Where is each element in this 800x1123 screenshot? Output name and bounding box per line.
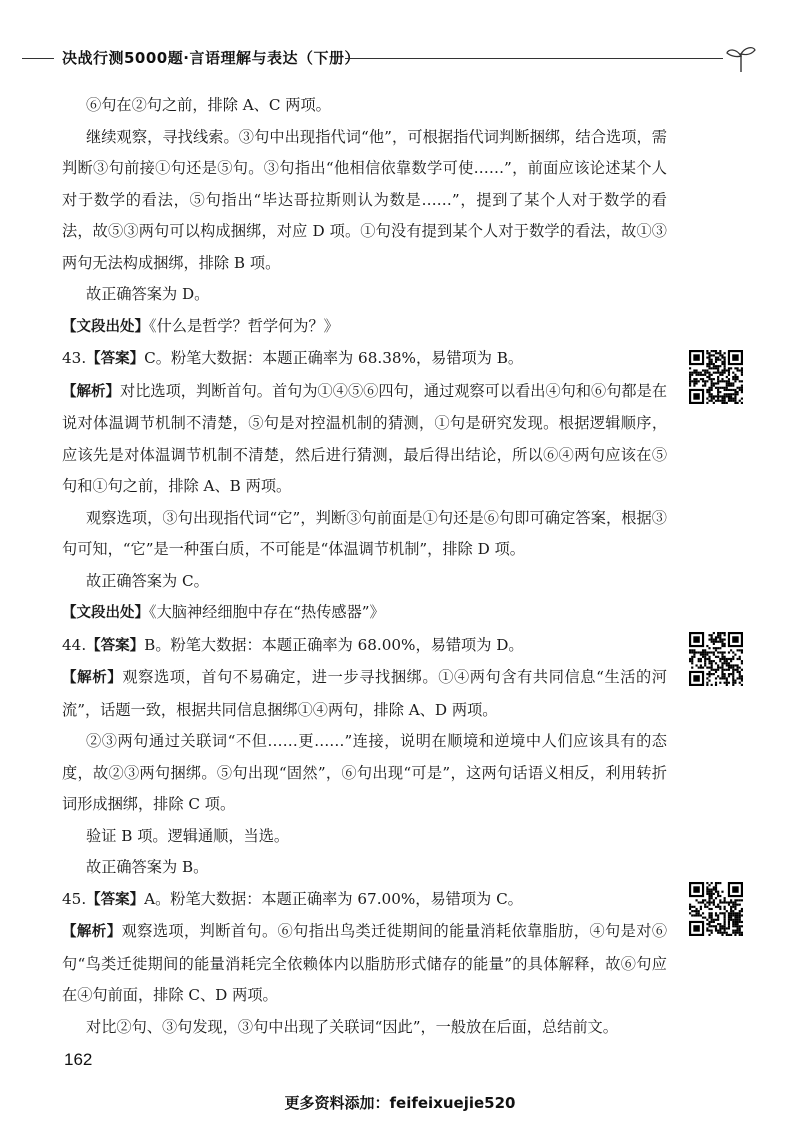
paragraph-text: A。粉笔大数据：本题正确率为 67.00%，易错项为 C。 bbox=[144, 889, 523, 908]
qr-code-q44 bbox=[689, 632, 743, 686]
section-label: 【文段出处】 bbox=[62, 605, 149, 621]
paragraph bbox=[62, 630, 667, 663]
paragraph bbox=[62, 311, 667, 344]
paragraph bbox=[62, 122, 667, 280]
paragraph-text: 对比②句、③句发现，③句中出现了关联词“因此”，一般放在后面，总结前文。 bbox=[86, 1017, 618, 1036]
book-title: 决战行测5000题·言语理解与表达（下册） bbox=[62, 49, 360, 67]
paragraph-text: 验证 B 项。逻辑通顺，当选。 bbox=[86, 826, 290, 845]
section-label: 【文段出处】 bbox=[62, 318, 149, 335]
running-header bbox=[0, 44, 800, 74]
sprout-icon bbox=[724, 44, 758, 74]
paragraph bbox=[62, 852, 667, 884]
paragraph bbox=[62, 1012, 667, 1044]
paragraph bbox=[62, 916, 667, 1012]
section-label: 【答案】 bbox=[86, 637, 145, 654]
paragraph-text: ⑥句在②句之前，排除 A、C 两项。 bbox=[86, 96, 331, 114]
section-label: 【解析】 bbox=[62, 383, 121, 400]
paragraph bbox=[62, 662, 667, 726]
paragraph bbox=[62, 376, 667, 503]
paragraph bbox=[62, 597, 667, 630]
page-number: 162 bbox=[64, 1050, 93, 1069]
body-text bbox=[62, 90, 667, 1043]
header-rule-left bbox=[22, 58, 54, 59]
paragraph-text: 故正确答案为 B。 bbox=[86, 858, 209, 876]
paragraph bbox=[62, 343, 667, 376]
section-label: 【答案】 bbox=[86, 891, 145, 908]
paragraph-text: 故正确答案为 C。 bbox=[86, 571, 209, 590]
paragraph bbox=[62, 821, 667, 853]
paragraph bbox=[62, 884, 667, 917]
paragraph-text: 观察选项，判断首句。⑥句指出鸟类迁徙期间的能量消耗依靠脂肪，④句是对⑥句“鸟类迁徙期间的能量消耗完全依赖体内以脂肪形式储存的能量”的具体解释，故⑥句应在④句前面，排除 C、D 两项。 bbox=[62, 922, 667, 1004]
paragraph bbox=[62, 503, 667, 566]
paragraph-text: C。粉笔大数据：本题正确率为 68.38%，易错项为 B。 bbox=[144, 349, 524, 367]
paragraph-text: 对比选项，判断首句。首句为①④⑤⑥四句，通过观察可以看出④句和⑥句都是在说对体温调节机制不清楚，⑤句是对控温机制的猜测，①句是研究发现。根据逻辑顺序，应该先是对体温调节机制不清楚，然后进行猜测，最后得出结论，所以⑥④两句应该在⑤句和①句之前，排除 A、B 两项。 bbox=[62, 381, 668, 495]
section-label: 【解析】 bbox=[62, 670, 123, 686]
paragraph bbox=[62, 90, 667, 122]
question-number: 44. bbox=[62, 635, 87, 654]
paragraph-text: 观察选项，首句不易确定，进一步寻找捆绑。①④两句含有共同信息“生活的河流”，话题一致，根据共同信息捆绑①④两句，排除 A、D 两项。 bbox=[62, 668, 667, 719]
paragraph bbox=[62, 726, 667, 821]
paragraph-text: 《什么是哲学？哲学何为？》 bbox=[149, 316, 339, 335]
qr-code-q45 bbox=[689, 882, 743, 936]
paragraph bbox=[62, 279, 667, 311]
qr-code-q43 bbox=[689, 350, 743, 404]
paragraph-text: 继续观察，寻找线索。③句中出现指代词“他”，可根据指代词判断捆绑，结合选项，需判断③句前接①句还是⑤句。③句指出“他相信依靠数学可使……”，前面应该论述某个人对于数学的看法，⑤句指出“毕达哥拉斯则认为数是……”，提到了某个人对于数学的看法，故⑤③两句可以构成捆绑，对应 D 项。①句没有提到某个人对于数学的看法，故①③两句无法构成捆绑，排除 B 项。 bbox=[62, 127, 667, 272]
paragraph-text: 观察选项，③句出现指代词“它”，判断③句前面是①句还是⑥句即可确定答案，根据③句可知，“它”是一种蛋白质，不可能是“体温调节机制”，排除 D 项。 bbox=[62, 508, 667, 558]
section-label: 【解析】 bbox=[62, 924, 122, 940]
paragraph bbox=[62, 566, 667, 598]
question-number: 45. bbox=[62, 889, 87, 908]
paragraph-text: 《大脑神经细胞中存在“热传感器”》 bbox=[149, 603, 385, 621]
paragraph-text: ②③两句通过关联词“不但……更……”连接，说明在顺境和逆境中人们应该具有的态度，故②③两句捆绑。⑤句出现“固然”，⑥句出现“可是”，这两句话语义相反，利用转折词形成捆绑，排除 C 项。 bbox=[62, 732, 667, 813]
header-rule-right bbox=[345, 58, 723, 59]
footer-note: 更多资料添加：feifeixuejie520 bbox=[284, 1094, 516, 1112]
section-label: 【答案】 bbox=[86, 351, 145, 367]
paragraph-text: 故正确答案为 D。 bbox=[86, 285, 210, 303]
paragraph-text: B。粉笔大数据：本题正确率为 68.00%，易错项为 D。 bbox=[144, 635, 524, 654]
question-number: 43. bbox=[62, 349, 87, 367]
